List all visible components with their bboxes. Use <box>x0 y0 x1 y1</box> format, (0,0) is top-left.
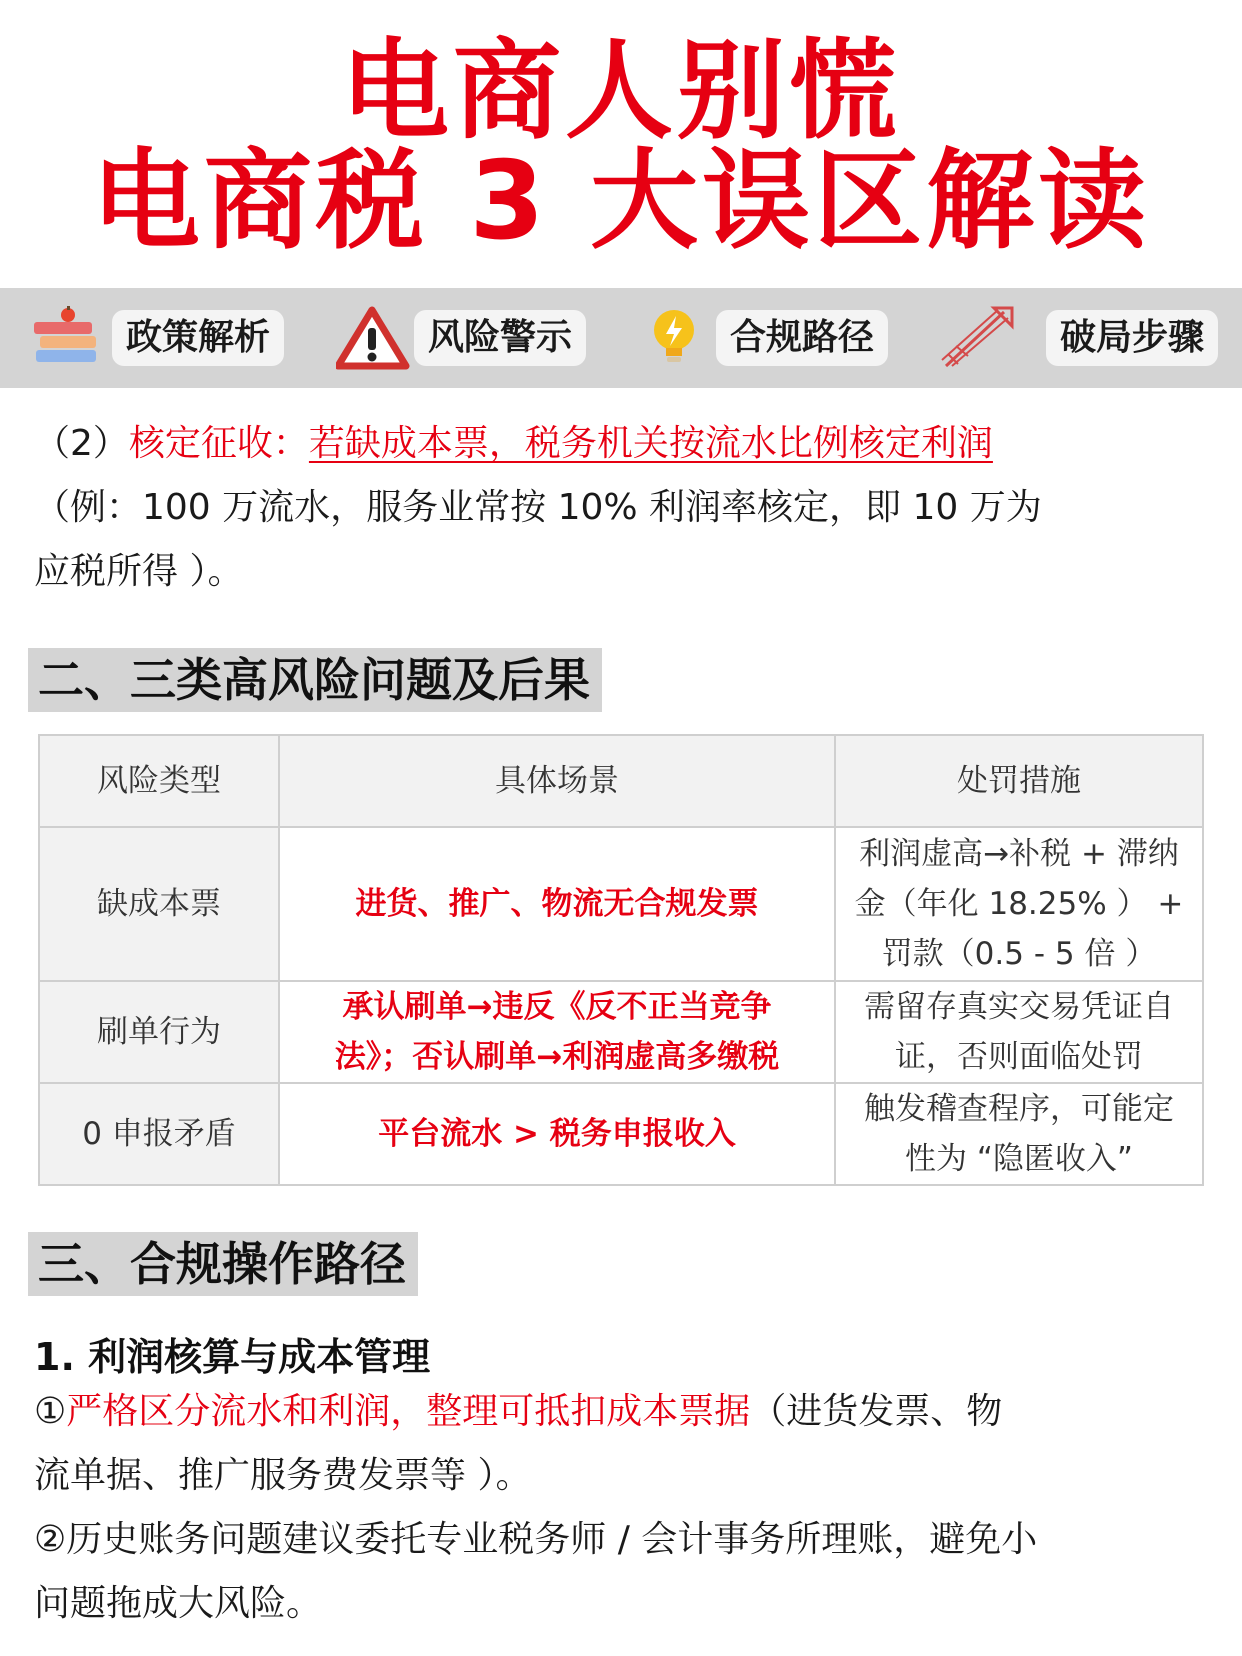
highlight-text: 严格区分流水和利润，整理可抵扣成本票据 <box>66 1391 751 1432</box>
paragraph-line <box>34 412 1214 476</box>
risk-type-cell: 刷单行为 <box>39 981 279 1083</box>
lightbulb-icon <box>644 306 724 370</box>
risk-type-cell: 0 申报矛盾 <box>39 1083 279 1185</box>
paragraph-line: 问题拖成大风险。 <box>34 1583 323 1624</box>
nav-label: 破局步骤 <box>1046 310 1218 366</box>
risk-table <box>38 734 1204 1186</box>
page-title-line-1: 电商人别慌 <box>340 29 901 154</box>
scene-cell: 平台流水 > 税务申报收入 <box>279 1083 835 1185</box>
table-row <box>39 981 1203 1083</box>
nav-label: 风险警示 <box>414 310 586 366</box>
penalty-cell: 需留存真实交易凭证自 证，否则面临处罚 <box>835 981 1203 1083</box>
table-row <box>39 1083 1203 1185</box>
page-title-line-2: 电商税 3 大误区解读 <box>91 139 1151 264</box>
table-row <box>39 827 1203 981</box>
paragraph-line: 流单据、推广服务费发票等 ）。 <box>34 1455 532 1496</box>
column-header: 具体场景 <box>279 735 835 827</box>
table-header-row <box>39 735 1203 827</box>
term: 核定征收： <box>128 423 309 464</box>
section-heading-risks: 二、三类高风险问题及后果 <box>28 648 602 712</box>
paragraph-compliance-items <box>34 1380 1214 1636</box>
column-header: 处罚措施 <box>835 735 1203 827</box>
warning-icon <box>336 306 416 370</box>
column-header: 风险类型 <box>39 735 279 827</box>
body-text: （进货发票、物 <box>750 1391 1003 1432</box>
category-nav-bar <box>0 288 1242 388</box>
paragraph-line: 应税所得 ）。 <box>34 551 244 592</box>
risk-type-cell: 缺成本票 <box>39 827 279 981</box>
item-marker: ① <box>34 1391 67 1432</box>
scene-cell: 承认刷单→违反《反不正当竞争 法》；否认刷单→利润虚高多缴税 <box>279 981 835 1083</box>
scene-cell: 进货、推广、物流无合规发票 <box>279 827 835 981</box>
nav-label: 合规路径 <box>716 310 888 366</box>
penalty-cell: 触发稽查程序，可能定 性为 “隐匿收入” <box>835 1083 1203 1185</box>
highlight-text: 若缺成本票，税务机关按流水比例核定利润 <box>308 423 993 464</box>
section-heading-compliance: 三、合规操作路径 <box>28 1232 418 1296</box>
paragraph-line <box>34 1380 1214 1444</box>
rocket-icon <box>938 306 1018 370</box>
paragraph-line: ②历史账务问题建议委托专业税务师 / 会计事务所理账，避免小 <box>34 1519 1038 1560</box>
books-icon <box>30 306 110 370</box>
item-number: （2） <box>34 423 129 464</box>
paragraph-assessed-collection <box>34 412 1214 604</box>
paragraph-line: （例：100 万流水，服务业常按 10% 利润率核定，即 10 万为 <box>34 487 1042 528</box>
subsection-heading: 1. 利润核算与成本管理 <box>34 1335 431 1379</box>
nav-label: 政策解析 <box>112 310 284 366</box>
penalty-cell: 利润虚高→补税 + 滞纳 金（年化 18.25% ） + 罚款（0.5 - 5 倍 ） <box>835 827 1203 981</box>
